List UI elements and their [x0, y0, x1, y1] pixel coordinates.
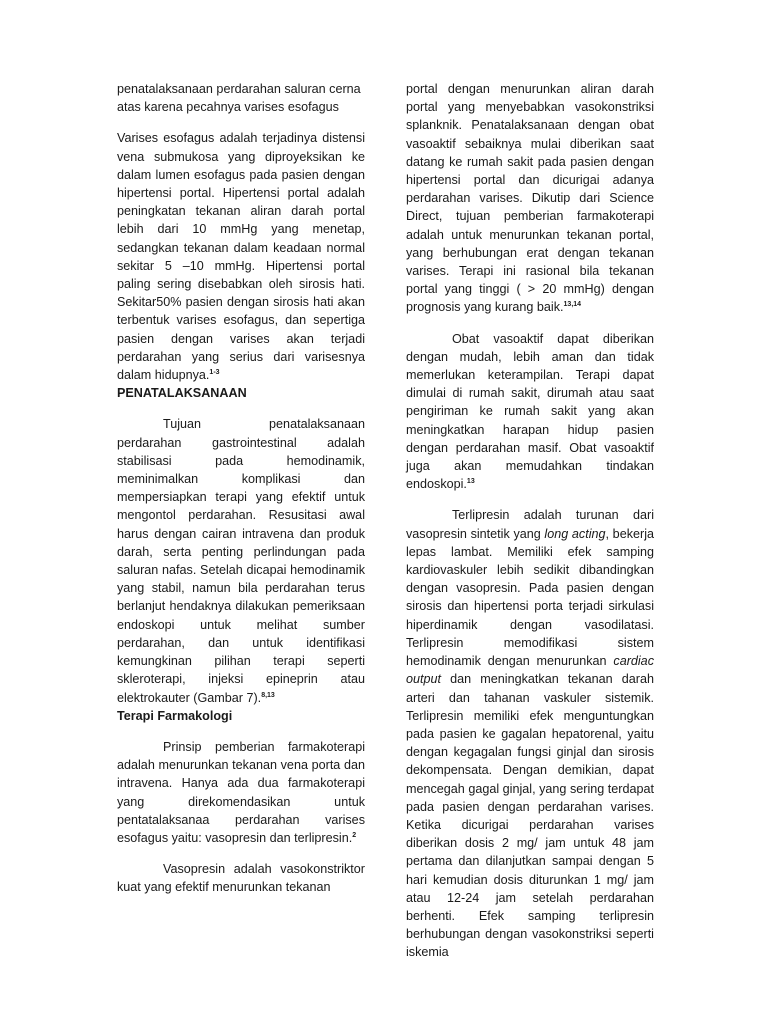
paragraph-vasopresin: Vasopresin adalah vasokonstriktor kuat yang efektif menurunkan tekanan — [117, 862, 365, 895]
paragraph-text: , bekerja lepas lambat. Memiliki efek samping kardiovaskuler lebih sedikit dibandingkan dengan vasopresin. Pada pasien dengan sirosis dan hipertensi porta terjadi sirkulasi hiperdinamik dengan vasodilatasi. Terlipresin memodifikasi sistem hemodinamik dengan menurunkan — [406, 526, 654, 669]
paragraph-text: Terlipresin adalah turunan dari vasopresin sintetik yang — [406, 508, 654, 541]
heading-penatalaksanaan: PENATALAKSANAAN — [117, 386, 247, 401]
paragraph-prinsip — [117, 738, 365, 847]
paragraph-text: Prinsip pemberian farmakoterapi adalah menurunkan tekanan vena porta dan intravena. Hanya ada dua farmakoterapi yang direkomendasikan untuk pentatalaksanaa perdarahan varises esofagus yaitu: vasopresin dan terlipresin. — [117, 739, 365, 845]
left-column — [117, 80, 365, 897]
paragraph-varises-definition — [117, 129, 365, 384]
paragraph-obat-vasoaktif — [406, 330, 654, 494]
paragraph-tujuan — [117, 415, 365, 706]
citation-ref: 1-3 — [209, 369, 220, 377]
section-title-text: penatalaksanaan perdarahan saluran cerna atas karena pecahnya varises esofagus — [117, 82, 361, 115]
italic-term: long acting — [544, 526, 606, 541]
paragraph-text: portal dengan menurunkan aliran darah portal yang menyebabkan vasokonstriksi splanknik. Penatalaksanaan dengan obat vasoaktif sebaiknya mulai diberikan saat datang ke rumah sakit pada pasien dengan hipertensi portal dan dicurigai adanya perdarahan varises. Dikutip dari Science Direct, tujuan pemberian farmakoterapi adalah untuk menurunkan tekanan portal, yang berhubungan erat dengan tekanan varises. Terapi ini rasional bila tekanan portal yang tinggi ( > 20 mmHg) dengan prognosis yang kurang baik. — [406, 82, 654, 315]
paragraph-portal — [406, 80, 654, 317]
paragraph-text: Varises esofagus adalah terjadinya distensi vena submukosa yang diproyeksikan ke dalam lumen esofagus pada pasien dengan hipertensi portal. Hipertensi portal adalah peningkatan tekanan aliran darah portal lebih dari 10 mmHg yang menetap, sedangkan tekanan dalam keadaan normal sekitar 5 –10 mmHg. Hipertensi portal paling sering disebabkan oleh sirosis hati. Sekitar50% pasien dengan sirosis hati akan terbentuk varises esofagus, dan sepertiga pasien dengan varises akan terjadi perdarahan yang serius dari varisesnya dalam hidupnya. — [117, 131, 365, 383]
paragraph-text: Obat vasoaktif dapat diberikan dengan mudah, lebih aman dan tidak memerlukan keterampilan. Terapi dapat dimulai di rumah sakit, dirumah atau saat pengiriman ke rumah sakit yang akan meningkatkan harapan hidup pasien dengan perdarahan masif. Obat vasoaktif juga akan memudahkan tindakan endoskopi. — [406, 331, 654, 492]
paragraph-terlipresin — [406, 506, 654, 961]
citation-ref: 2 — [352, 831, 357, 839]
paragraph-text: Tujuan penatalaksanaan perdarahan gastrointestinal adalah stabilisasi pada hemodinamik, meminimalkan komplikasi dan mempersiapkan terapi yang efektif untuk mengontol perdarahan. Resusitasi awal harus dengan cairan intravena dan produk darah, serta penting perlindungan pada saluran nafas. Setelah dicapai hemodinamik yang stabil, namun bila perdarahan terus berlanjut hendaknya dilakukan pemeriksaan endoskopi untuk melihat sumber perdarahan, dan untuk identifikasi kemungkinan pilihan terapi seperti skleroterapi, injeksi epineprin atau elektrokauter (Gambar 7). — [117, 417, 365, 705]
heading-terapi-farmakologi: Terapi Farmakologi — [117, 708, 233, 723]
right-column — [406, 80, 654, 962]
citation-ref: 13,14 — [563, 301, 582, 309]
italic-term: cardiac output — [406, 654, 654, 687]
citation-ref: 13 — [466, 478, 475, 486]
paragraph-text: dan meningkatkan tekanan darah arteri dan tahanan vaskuler sistemik. Terlipresin memiliki efek menguntungkan pada pasien ke gagalan hepatorenal, yaitu dengan kegagalan fungsi ginjal dan sirosis dekompensata. Dengan demikian, dapat mencegah gagal ginjal, yang sering terdapat pada pasien dengan perdarahan varises. Ketika dicurigai perdarahan varises diberikan dosis 2 mg/ jam untuk 48 jam pertama dan dilanjutkan sampai dengan 5 hari kemudian dosis diturunkan 1 mg/ jam atau 12-24 jam setelah perdarahan berhenti. Efek samping terlipresin berhubungan dengan vasokonstriksi seperti iskemia — [406, 672, 654, 960]
citation-ref: 8,13 — [261, 691, 275, 699]
